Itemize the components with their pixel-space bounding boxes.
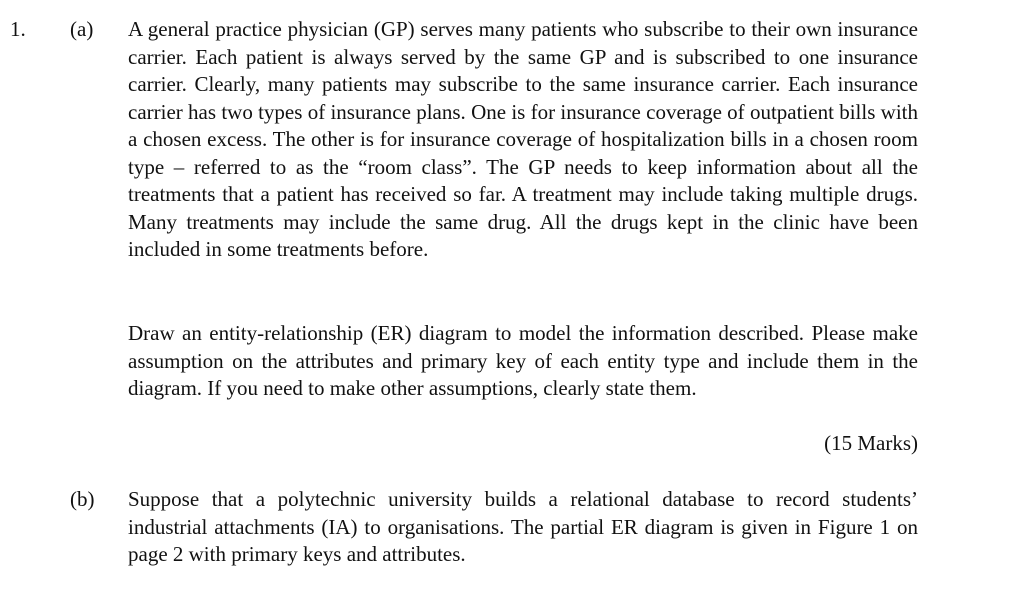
part-a-label: (a) bbox=[70, 17, 94, 41]
part-b-label: (b) bbox=[70, 487, 95, 511]
question-number: 1. bbox=[10, 17, 26, 41]
part-a-paragraph-2: Draw an entity-relationship (ER) diagram to model the information described. Please make assumption on the attributes and primary key of each entity type and include them in the diagram. If you need to make other assumptions, clearly state them. bbox=[128, 321, 918, 400]
part-a-paragraph-1: A general practice physician (GP) serves many patients who subscribe to their own insurance carrier. Each patient is always served by the same GP and is subscribed to one insurance carrier. Clearly, many patients may subscribe to the same insurance carrier. Each insurance carrier has two types of insurance plans. One is for insurance coverage of outpatient bills with a chosen excess. The other is for insurance coverage of hospitalization bills in a chosen room type – referred to as the “room class”. The GP needs to keep information about all the treatments that a patient has received so far. A treatment may include taking multiple drugs. Many treatments may include the same drug. All the drugs kept in the clinic have been included in some treatments before. bbox=[128, 17, 918, 261]
part-b-paragraph-1: Suppose that a polytechnic university builds a relational database to record students’ industrial attachments (IA) to organisations. The partial ER diagram is given in Figure 1 on page 2 with primary keys and attributes. bbox=[128, 487, 918, 566]
marks-allocation: (15 Marks) bbox=[824, 431, 918, 455]
